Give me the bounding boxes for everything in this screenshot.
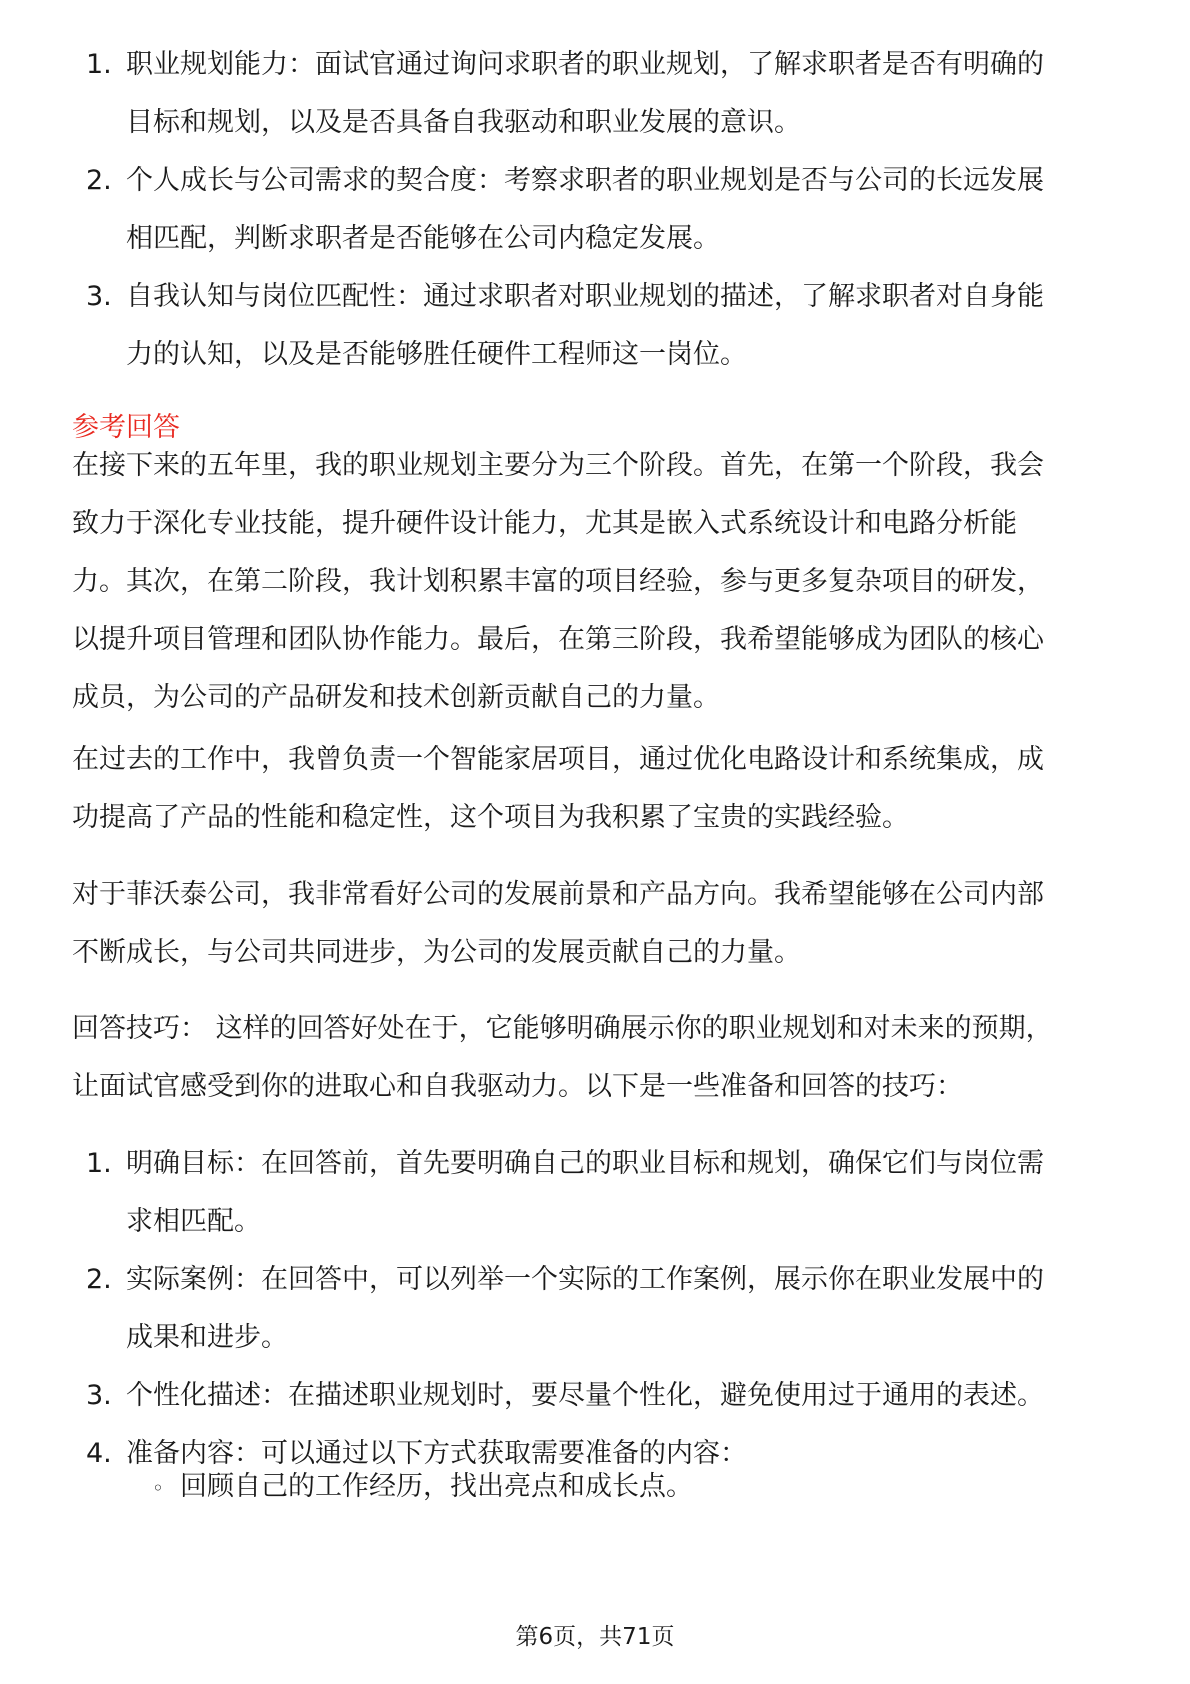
list-item-line: 个性化描述：在描述职业规划时，要尽量个性化，避免使用过于通用的表述。 (126, 1380, 1044, 1411)
reference-answer-heading: 参考回答 (72, 412, 180, 443)
list-item-line: 目标和规划，以及是否具备自我驱动和职业发展的意识。 (126, 107, 801, 138)
list-number: 1. (86, 49, 112, 80)
answer-paragraph-3 (72, 866, 1120, 982)
paragraph-line: 回答技巧： 这样的回答好处在于，它能够明确展示你的职业规划和对未来的预期， (72, 1013, 1053, 1044)
list-number: 2. (86, 1264, 112, 1295)
list-item (72, 1251, 1122, 1367)
list-number: 2. (86, 165, 112, 196)
answer-tips-paragraph (72, 1000, 1120, 1116)
paragraph-line: 对于菲沃泰公司，我非常看好公司的发展前景和产品方向。我希望能够在公司内部 (72, 879, 1044, 910)
paragraph-line: 让面试官感受到你的进取心和自我驱动力。以下是一些准备和回答的技巧： (72, 1071, 963, 1102)
list-item-line: 力的认知，以及是否能够胜任硬件工程师这一岗位。 (126, 339, 747, 370)
paragraph-line: 以提升项目管理和团队协作能力。最后，在第三阶段，我希望能够成为团队的核心 (72, 624, 1044, 655)
list-number: 1. (86, 1148, 112, 1179)
paragraph-line: 在接下来的五年里，我的职业规划主要分为三个阶段。首先，在第一个阶段，我会 (72, 450, 1044, 481)
list-item (72, 36, 1122, 152)
list-item-line: 准备内容：可以通过以下方式获取需要准备的内容： (126, 1438, 747, 1469)
paragraph-line: 不断成长，与公司共同进步，为公司的发展贡献自己的力量。 (72, 937, 801, 968)
tips-list (72, 1135, 1122, 1483)
list-item-line: 自我认知与岗位匹配性：通过求职者对职业规划的描述，了解求职者对自身能 (126, 281, 1044, 312)
paragraph-line: 在过去的工作中，我曾负责一个智能家居项目，通过优化电路设计和系统集成，成 (72, 744, 1044, 775)
page-footer: 第6页，共71页 (515, 1624, 675, 1650)
list-item-line: 个人成长与公司需求的契合度：考察求职者的职业规划是否与公司的长远发展 (126, 165, 1044, 196)
list-item-line: 相匹配，判断求职者是否能够在公司内稳定发展。 (126, 223, 720, 254)
list-item (72, 152, 1122, 268)
list-item-line: 成果和进步。 (126, 1322, 288, 1353)
answer-paragraph-1 (72, 437, 1120, 727)
list-item (72, 1367, 1122, 1425)
list-item-line: 求相匹配。 (126, 1206, 261, 1237)
list-item-line: 实际案例：在回答中，可以列举一个实际的工作案例，展示你在职业发展中的 (126, 1264, 1044, 1295)
paragraph-line: 功提高了产品的性能和稳定性，这个项目为我积累了宝贵的实践经验。 (72, 802, 909, 833)
list-item (72, 268, 1122, 384)
list-item-line: 明确目标：在回答前，首先要明确自己的职业目标和规划，确保它们与岗位需 (126, 1148, 1044, 1179)
sub-bullet-item (152, 1458, 693, 1517)
evaluation-points-list (72, 36, 1122, 384)
answer-paragraph-2 (72, 731, 1120, 847)
list-number: 4. (86, 1438, 112, 1469)
list-item (72, 1135, 1122, 1251)
list-number: 3. (86, 281, 112, 312)
paragraph-line: 致力于深化专业技能，提升硬件设计能力，尤其是嵌入式系统设计和电路分析能 (72, 508, 1017, 539)
sub-bullet-text: 回顾自己的工作经历，找出亮点和成长点。 (180, 1471, 693, 1502)
list-number: 3. (86, 1380, 112, 1411)
paragraph-line: 成员，为公司的产品研发和技术创新贡献自己的力量。 (72, 682, 720, 713)
list-item-line: 职业规划能力：面试官通过询问求职者的职业规划，了解求职者是否有明确的 (126, 49, 1044, 80)
circle-bullet-icon: ◦ (152, 1476, 164, 1500)
paragraph-line: 力。其次，在第二阶段，我计划积累丰富的项目经验，参与更多复杂项目的研发， (72, 566, 1044, 597)
